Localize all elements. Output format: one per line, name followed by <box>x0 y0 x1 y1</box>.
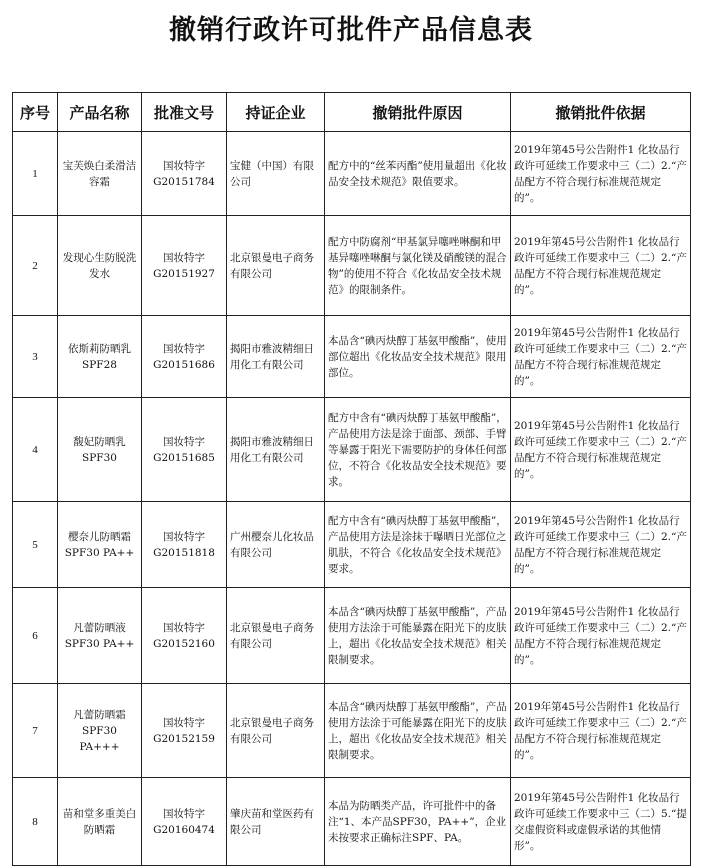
cell-approval: 国妆特字G20152159 <box>142 684 227 778</box>
table-row <box>13 684 691 778</box>
cell-reason: 配方中含有“碘丙炔醇丁基氨甲酸酯”，产品使用方法是涂抹于曝晒日光部位之肌肤，不符合《化妆品安全技术规范》要求。 <box>325 502 511 588</box>
cell-approval: 国妆特字G20151927 <box>142 216 227 316</box>
cell-product: 馥妃防晒乳SPF30 <box>58 398 142 502</box>
cell-seq: 2 <box>13 216 58 316</box>
cell-basis: 2019年第45号公告附件1 化妆品行政许可延续工作要求中三（二）2.“产品配方不符合现行标准规范规定的”。 <box>511 588 691 684</box>
cell-basis: 2019年第45号公告附件1 化妆品行政许可延续工作要求中三（二）2.“产品配方不符合现行标准规范规定的”。 <box>511 216 691 316</box>
table-row <box>13 778 691 866</box>
cell-reason: 配方中含有“碘丙炔醇丁基氨甲酸酯”，产品使用方法是涂于面部、颈部、手臂等暴露于阳光下需要防护的身体任何部位，不符合《化妆品安全技术规范》要求。 <box>325 398 511 502</box>
cell-basis: 2019年第45号公告附件1 化妆品行政许可延续工作要求中三（二）2.“产品配方不符合现行标准规范规定的”。 <box>511 502 691 588</box>
cell-approval: 国妆特字G20151686 <box>142 316 227 398</box>
cell-approval: 国妆特字G20151685 <box>142 398 227 502</box>
cell-seq: 3 <box>13 316 58 398</box>
cell-product: 凡蕾防晒霜SPF30 PA+++ <box>58 684 142 778</box>
table-header-row <box>13 93 691 132</box>
cell-company: 北京银曼电子商务有限公司 <box>227 216 325 316</box>
cell-reason: 配方中防腐剂“甲基氯异噻唑啉酮和甲基异噻唑啉酮与氯化镁及硝酸镁的混合物”的使用不符合《化妆品安全技术规范》的限制条件。 <box>325 216 511 316</box>
table-row <box>13 316 691 398</box>
cell-approval: 国妆特字G20151784 <box>142 132 227 216</box>
cell-reason: 本品含“碘丙炔醇丁基氨甲酸酯”，使用部位超出《化妆品安全技术规范》限用部位。 <box>325 316 511 398</box>
cell-product: 苗和堂多重美白防晒霜 <box>58 778 142 866</box>
header-seq: 序号 <box>13 93 58 132</box>
cell-company: 宝健（中国）有限公司 <box>227 132 325 216</box>
cell-company: 北京银曼电子商务有限公司 <box>227 684 325 778</box>
header-product: 产品名称 <box>58 93 142 132</box>
cell-company: 广州樱奈儿化妆品有限公司 <box>227 502 325 588</box>
table-row <box>13 588 691 684</box>
cell-company: 北京银曼电子商务有限公司 <box>227 588 325 684</box>
cell-product: 宝芙焕白柔滑洁容霜 <box>58 132 142 216</box>
revocation-table <box>12 92 691 866</box>
cell-product: 发现心生防脱洗发水 <box>58 216 142 316</box>
cell-company: 肇庆苗和堂医药有限公司 <box>227 778 325 866</box>
header-reason: 撤销批件原因 <box>325 93 511 132</box>
cell-approval: 国妆特字G20152160 <box>142 588 227 684</box>
table-row <box>13 132 691 216</box>
cell-basis: 2019年第45号公告附件1 化妆品行政许可延续工作要求中三（二）2.“产品配方不符合现行标准规范规定的”。 <box>511 398 691 502</box>
cell-basis: 2019年第45号公告附件1 化妆品行政许可延续工作要求中三（二）2.“产品配方不符合现行标准规范规定的”。 <box>511 684 691 778</box>
header-basis: 撤销批件依据 <box>511 93 691 132</box>
cell-seq: 6 <box>13 588 58 684</box>
table-row <box>13 398 691 502</box>
cell-seq: 4 <box>13 398 58 502</box>
cell-seq: 7 <box>13 684 58 778</box>
page-title: 撤销行政许可批件产品信息表 <box>169 15 533 46</box>
table-row <box>13 502 691 588</box>
cell-basis: 2019年第45号公告附件1 化妆品行政许可延续工作要求中三（二）2.“产品配方不符合现行标准规范规定的”。 <box>511 316 691 398</box>
cell-product: 樱奈儿防晒霜SPF30 PA++ <box>58 502 142 588</box>
cell-seq: 8 <box>13 778 58 866</box>
cell-approval: 国妆特字G20151818 <box>142 502 227 588</box>
cell-reason: 本品含“碘丙炔醇丁基氨甲酸酯”，产品使用方法涂于可能暴露在阳光下的皮肤上，超出《化妆品安全技术规范》相关限制要求。 <box>325 684 511 778</box>
cell-reason: 配方中的“丝苯丙酯”使用量超出《化妆品安全技术规范》限值要求。 <box>325 132 511 216</box>
cell-basis: 2019年第45号公告附件1 化妆品行政许可延续工作要求中三（二）2.“产品配方不符合现行标准规范规定的”。 <box>511 132 691 216</box>
header-company: 持证企业 <box>227 93 325 132</box>
cell-basis: 2019年第45号公告附件1 化妆品行政许可延续工作要求中三（二）5.“提交虚假资料或虚假承诺的其他情形”。 <box>511 778 691 866</box>
cell-company: 揭阳市雅波精细日用化工有限公司 <box>227 398 325 502</box>
header-approval: 批准文号 <box>142 93 227 132</box>
cell-company: 揭阳市雅波精细日用化工有限公司 <box>227 316 325 398</box>
cell-reason: 本品为防晒类产品，许可批件中的备注“1、本产品SPF30，PA++”，企业未按要求正确标注SPF、PA。 <box>325 778 511 866</box>
cell-approval: 国妆特字G20160474 <box>142 778 227 866</box>
cell-reason: 本品含“碘丙炔醇丁基氨甲酸酯”，产品使用方法涂于可能暴露在阳光下的皮肤上，超出《化妆品安全技术规范》相关限制要求。 <box>325 588 511 684</box>
cell-product: 凡蕾防晒液SPF30 PA++ <box>58 588 142 684</box>
cell-product: 依斯莉防晒乳SPF28 <box>58 316 142 398</box>
table-row <box>13 216 691 316</box>
cell-seq: 1 <box>13 132 58 216</box>
cell-seq: 5 <box>13 502 58 588</box>
